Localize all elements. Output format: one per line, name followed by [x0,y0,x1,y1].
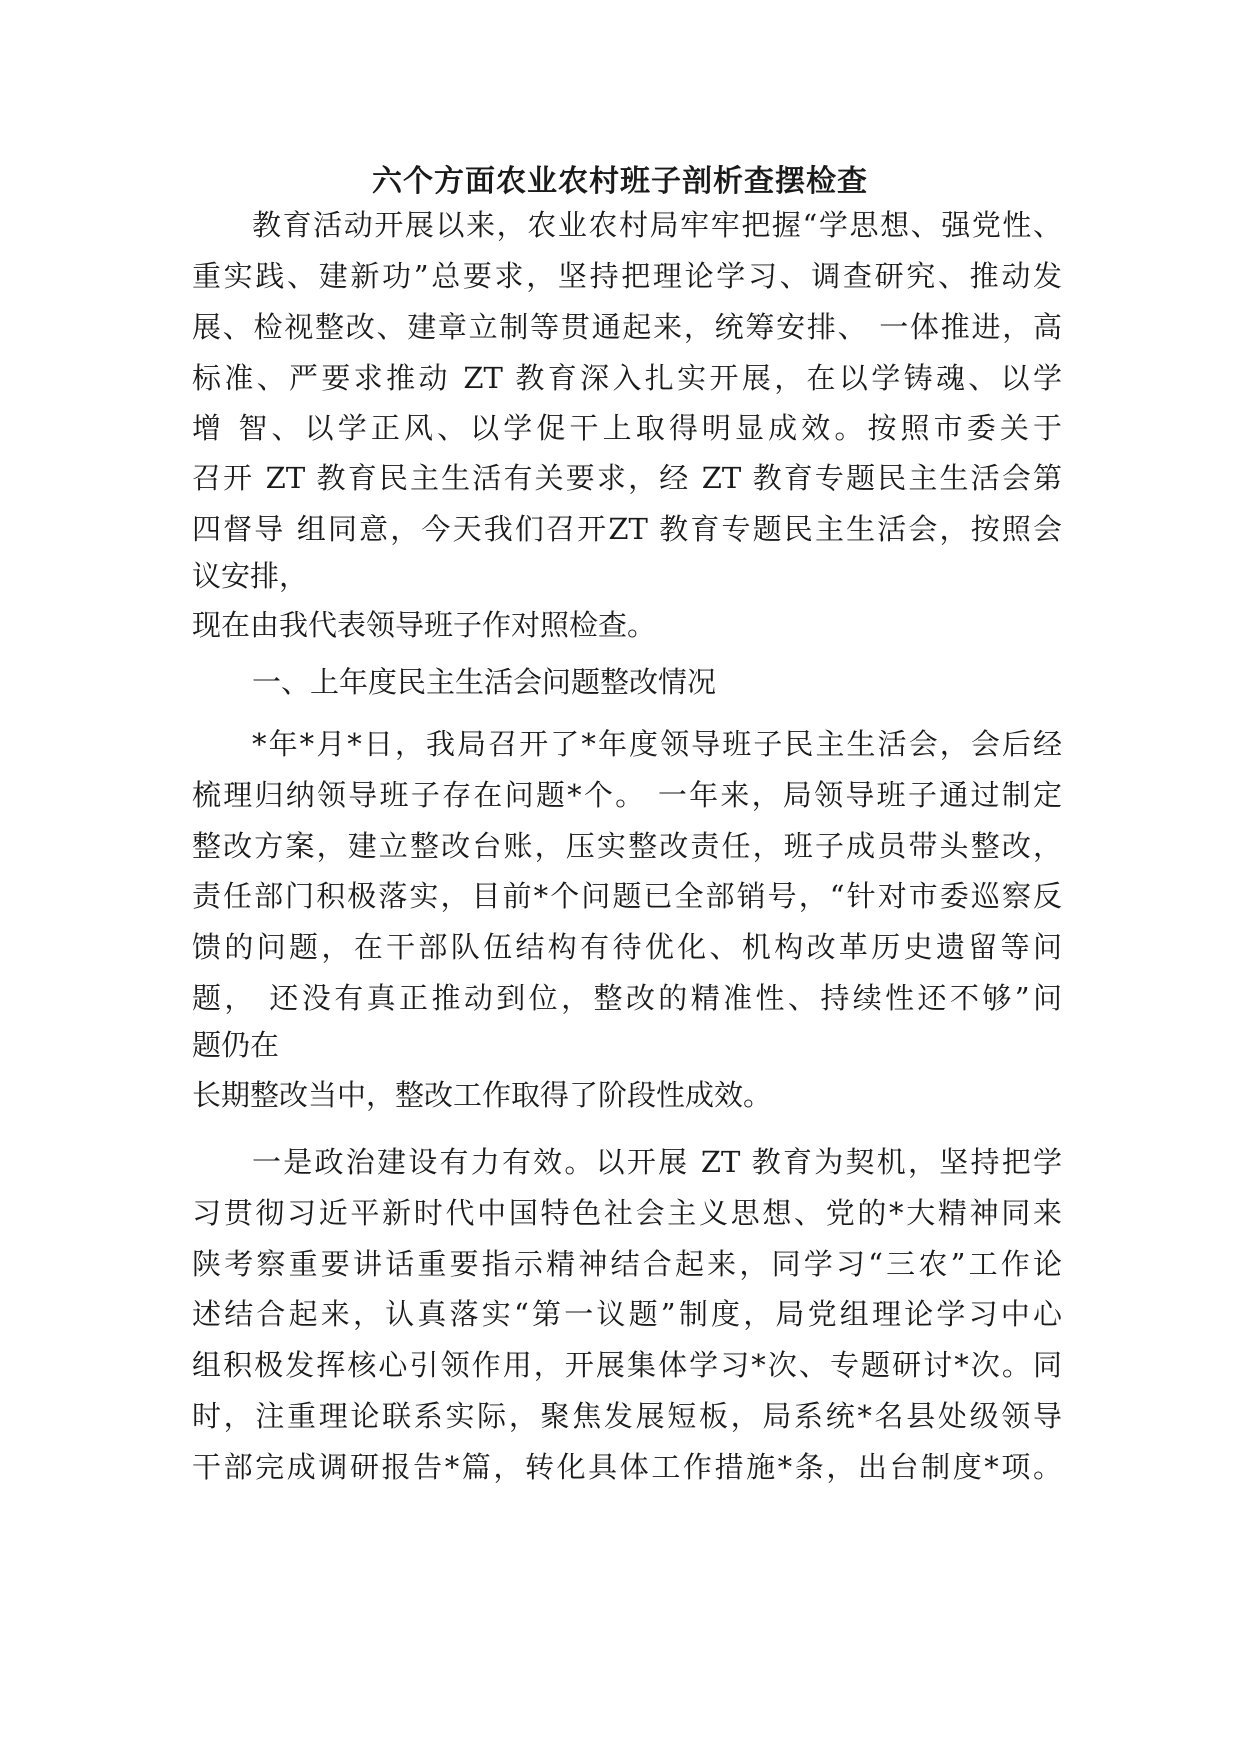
paragraph-line: 整改方案，建立整改台账，压实整改责任，班子成员带头整改， [192,829,1062,863]
paragraph-line: 题， 还没有真正推动到位，整改的精准性、持续性还不够”问 [192,981,1062,1015]
paragraph-line: 增 智、以学正风、以学促干上取得明显成效。按照市委关于 [192,411,1062,445]
section-heading: 一、上年度民主生活会问题整改情况 [252,665,717,699]
paragraph-line: 时，注重理论联系实际，聚焦发展短板，局系统*名县处级领导 [192,1399,1062,1433]
paragraph-line: 干部完成调研报告*篇，转化具体工作措施*条，出台制度*项。 [192,1450,1062,1484]
paragraph-line: 梳理归纳领导班子存在问题*个。 一年来，局领导班子通过制定 [192,778,1062,812]
paragraph-line: 现在由我代表领导班子作对照检查。 [192,608,657,642]
paragraph-line: 长期整改当中，整改工作取得了阶段性成效。 [192,1078,773,1112]
paragraph-line: 组积极发挥核心引领作用，开展集体学习*次、专题研讨*次。同 [192,1348,1062,1382]
paragraph-line: 题仍在 [192,1028,280,1062]
paragraph-line: 陕考察重要讲话重要指示精神结合起来，同学习“三农”工作论 [192,1247,1062,1281]
paragraph-line: 教育活动开展以来，农业农村局牢牢把握“学思想、强党性、 [252,208,1062,242]
paragraph-line: *年*月*日，我局召开了*年度领导班子民主生活会，会后经 [252,727,1062,761]
paragraph-line: 一是政治建设有力有效。以开展 ZT 教育为契机，坚持把学 [252,1145,1062,1179]
paragraph-line: 展、检视整改、建章立制等贯通起来，统筹安排、 一体推进，高 [192,310,1062,344]
paragraph-line: 四督导 组同意，今天我们召开ZT 教育专题民主生活会，按照会 [192,512,1062,546]
paragraph-line: 述结合起来，认真落实“第一议题”制度，局党组理论学习中心 [192,1297,1062,1331]
paragraph-line: 馈的问题，在干部队伍结构有待优化、机构改革历史遗留等问 [192,930,1062,964]
paragraph-line: 责任部门积极落实，目前*个问题已全部销号，“针对市委巡察反 [192,879,1062,913]
paragraph-line: 召开 ZT 教育民主生活有关要求，经 ZT 教育专题民主生活会第 [192,461,1062,495]
paragraph-line: 标准、严要求推动 ZT 教育深入扎实开展，在以学铸魂、以学 [192,361,1062,395]
paragraph-line: 习贯彻习近平新时代中国特色社会主义思想、党的*大精神同来 [192,1196,1062,1230]
paragraph-line: 重实践、建新功”总要求，坚持把理论学习、调查研究、推动发 [192,259,1062,293]
document-title: 六个方面农业农村班子剖析查摆检查 [372,164,868,199]
paragraph-line: 议安排， [192,559,309,593]
